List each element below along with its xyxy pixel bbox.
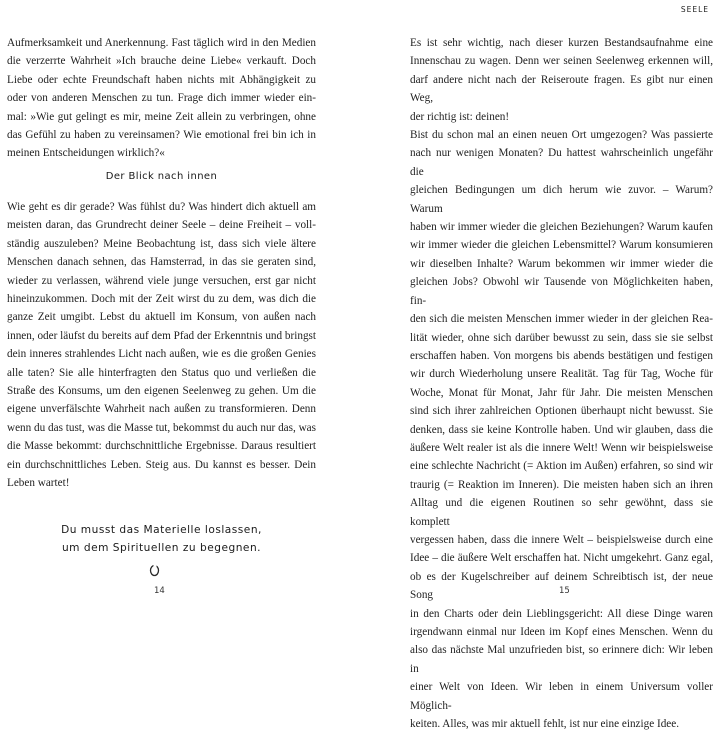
- text-line: die verzerrte Wahrheit »Ich brauche deine Liebe« verkauft. Doch: [7, 55, 316, 68]
- text-line: Es ist sehr wichtig, nach dieser kurzen Bestandsaufnahme eine: [410, 37, 713, 49]
- text-line: irgendwann einmal nur Ideen im Kopf eines Menschen. Wenn du: [410, 626, 713, 638]
- text-line: wir dieselben Inhalte? Warum bekommen wir immer wieder die: [410, 257, 713, 270]
- text-line: sind sich ihrer zahlreichen Optionen überhaupt nicht bewusst. Sie: [410, 405, 713, 418]
- text-line: einer Welt von Ideen. Wir leben in einem Universum voller Möglich-: [410, 681, 713, 712]
- text-line: wir durch Wiederholung unsere Realität. Tag für Tag, Woche für: [410, 368, 713, 381]
- text-line: keiten. Alles, was mir aktuell fehlt, ist nur eine einzige Idee.: [410, 718, 680, 731]
- right-body-paragraph: [410, 34, 713, 733]
- ornament-ring-icon: [149, 564, 160, 577]
- left-page: [0, 0, 360, 602]
- text-line: haben wir immer wieder die gleichen Beziehungen? Warum kaufen: [410, 221, 713, 234]
- text-line: wenn du das tust, was die Masse tut, bekommst du auch nur das, was: [7, 421, 316, 434]
- text-line: eine schlechte Nachricht (= Aktion im Außen) erfahren, so sind wir: [410, 460, 713, 473]
- page-number-left: 14: [154, 586, 165, 596]
- text-line: darf andere nicht nach der Reiseroute fragen. Es gibt nur einen Weg,: [410, 73, 713, 105]
- text-line: ein durchschnittliches Leben. Steig aus. Du kannst es besser. Dein: [7, 458, 316, 471]
- text-line: Alltag und die eigenen Routinen so sehr gewöhnt, dass sie komplett: [410, 497, 713, 528]
- page-number-right: 15: [559, 586, 570, 596]
- text-line: Innenschau zu wagen. Denn wer seinen Seelenweg erkennen will,: [410, 55, 713, 68]
- text-line: äußere Welt realer ist als die innere Welt! Wenn wir beispielsweise: [410, 441, 713, 454]
- quote-line: um dem Spirituellen zu begegnen.: [61, 541, 262, 554]
- text-line: Woche, Monat für Monat, Jahr für Jahr. Die meisten Menschen: [410, 386, 713, 399]
- text-line: ständig auszuleben? Meine Beobachtung ist, dass sich viele ältere: [7, 237, 316, 250]
- text-line: eigene unverfälschte Wahrheit nach außen zu transformieren. Denn: [7, 403, 316, 416]
- text-line: nach nur wenigen Monaten? Du hattest wahrscheinlich ungefähr die: [410, 147, 713, 178]
- text-line: Aufmerksamkeit und Anerkennung. Fast täglich wird in den Medien: [7, 37, 316, 49]
- left-body-paragraph: [7, 198, 316, 493]
- left-intro-paragraph: [7, 34, 316, 163]
- text-line: das Gefühl zu haben zu vereinsamen? Wie emotional frei bin ich in: [7, 129, 316, 142]
- text-line: Idee – die äußere Welt erschaffen hat. Nicht umgekehrt. Ganz egal,: [410, 552, 713, 565]
- right-page: [360, 0, 720, 731]
- text-line: wieder zu verlassen, während viele junge versuchen, erst gar nicht: [7, 274, 316, 287]
- text-line: lität wieder, ohne sich darüber bewusst zu sein, dass sie sie selbst: [410, 331, 713, 344]
- text-line: also das nächste Mal unzufrieden bist, so erinnere dich: Wir leben in: [410, 644, 713, 675]
- pull-quote: [7, 522, 316, 557]
- text-line: alle taten? Sie alle hinterfragten den Status quo und verließen die: [7, 366, 316, 379]
- text-line: Straße des Konsums, um den eigenen Seelenweg zu gehen. Um die: [7, 385, 316, 398]
- text-line: innen, oder läufst du bereits auf dem Pfad der Erkenntnis und bringst: [7, 329, 316, 342]
- text-line: oder von anderen Menschen zu tun. Frage dich immer wieder ein-: [7, 92, 316, 105]
- text-line: gleichen Bedingungen um dich herum wie zuvor. – Warum? Warum: [410, 184, 713, 215]
- text-line: meinen Entscheidungen wirklich?«: [7, 147, 165, 160]
- text-line: die Masse bekommt: durchschnittliche Ergebnisse. Daraus resultiert: [7, 440, 316, 453]
- text-line: traurig (= Reaktion im Inneren). Die meisten haben sich an ihren: [410, 478, 713, 491]
- text-line: ob es der Kugelschreiber auf deinem Schreibtisch ist, der neue Song: [410, 570, 713, 602]
- section-heading: Der Blick nach innen: [105, 171, 218, 182]
- text-line: denken, dass sie keine Kontrolle haben. Und wir glauben, dass die: [410, 423, 713, 436]
- text-line: Wie geht es dir gerade? Was fühlst du? Was hindert dich aktuell am: [7, 201, 316, 213]
- text-line: Bist du schon mal an einen neuen Ort umgezogen? Was passierte: [410, 129, 713, 142]
- text-line: hineinzukommen. Doch mit der Zeit wirst du zu dem, was dich die: [7, 293, 316, 306]
- text-line: den sich die meisten Menschen immer wieder in der gleichen Rea-: [410, 313, 713, 326]
- text-line: Liebe oder echte Freundschaft haben nichts mit Abhängigkeit zu: [7, 73, 316, 86]
- text-line: der richtig ist: deinen!: [410, 110, 510, 123]
- text-line: erschaffen haben. Von morgens bis abends bestätigen und festigen: [410, 349, 713, 362]
- text-line: vergessen haben, dass die innere Welt – beispielsweise durch eine: [410, 533, 713, 546]
- text-line: Menschen danach sehnen, das Hamsterrad, in das sie geraten sind,: [7, 256, 316, 269]
- text-line: dein inneres strahlendes Licht nach außen, wie es die großen Genies: [7, 348, 316, 361]
- text-line: gleichen Jobs? Obwohl wir Tausende von Möglichkeiten haben, fin-: [410, 276, 713, 307]
- text-line: meisten daran, das Grundrecht deiner Seele – deine Freiheit – voll-: [7, 219, 316, 232]
- running-head: SEELE: [680, 5, 709, 14]
- text-line: in den Charts oder dein Lieblingsgericht: All diese Dinge waren: [410, 607, 713, 620]
- text-line: Leben wartet!: [7, 477, 70, 490]
- text-line: wir immer wieder die gleichen Lebensmittel? Warum konsumieren: [410, 239, 713, 252]
- text-line: ganze Zeit umgibt. Lebst du aktuell im Konsum, von außen nach: [7, 311, 316, 324]
- quote-line: Du musst das Materielle loslassen,: [61, 524, 262, 536]
- text-line: mal: »Wie gut gelingt es mir, meine Zeit allein zu verbringen, ohne: [7, 110, 316, 123]
